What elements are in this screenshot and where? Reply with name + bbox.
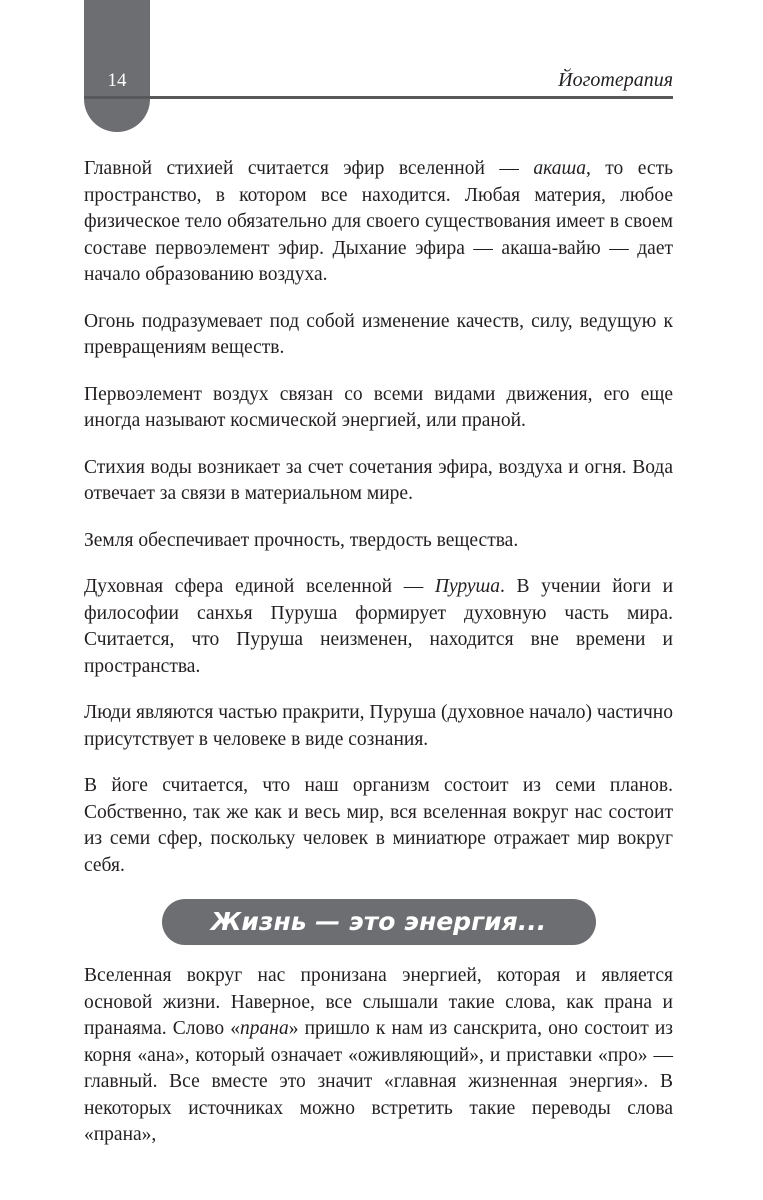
paragraph-air: Первоэлемент воздух связан со всеми видами движения, его еще иногда называют космической энергией, или праной. [84, 383, 673, 431]
term-akasha: акаша [533, 158, 586, 179]
text-run: , то есть пространство, в котором все находится. Любая материя, любое физическое тело обязательно для своего существования имеет в своем составе первоэлемент эфир. Дыхание эфира — акаша-вайю — дает начало образованию воздуха. [84, 158, 673, 285]
paragraph-seven-planes: В йоге считается, что наш организм состоит из семи планов. Собственно, так же как и весь мир, вся вселенная вокруг нас состоит из семи сфер, поскольку человек в миниатюре отражает мир вокруг себя. [84, 775, 673, 876]
paragraph-purusha [84, 574, 673, 680]
text-run: Главной стихией считается эфир вселенной — [84, 158, 534, 179]
text-run: Вселенная вокруг нас пронизана энергией, которая и является основой жизни. Наверное, все слышали такие слова, как прана и пранаяма. Слово « [84, 965, 673, 1039]
paragraph-prana [84, 963, 673, 1149]
header-rule [84, 96, 673, 99]
page-body [84, 156, 673, 1169]
running-title: Йоготерапия [558, 69, 673, 91]
paragraph-fire: Огонь подразумевает под собой изменение качеств, силу, ведущую к превращениям веществ. [84, 310, 673, 358]
paragraph-akasha [84, 156, 673, 289]
text-run: » пришло к нам из санскрита, оно состоит из корня «ана», который означает «оживляющий», и приставки «про» — главный. Все вместе это значит «главная жизненная энергия». В некоторых источниках можно встретить такие переводы слова «прана», [84, 1018, 674, 1145]
page-number: 14 [107, 70, 127, 91]
paragraph-water: Стихия воды возникает за счет сочетания эфира, воздуха и огня. Вода отвечает за связи в материальном мире. [84, 456, 673, 504]
page-tab [84, 0, 150, 132]
paragraph-prakriti: Люди являются частью пракрити, Пуруша (духовное начало) частично присутствует в человеке в виде сознания. [84, 702, 673, 750]
text-run: Духовная сфера единой вселенной — [84, 576, 435, 597]
term-prana: прана [240, 1018, 289, 1039]
text-run: . В учении йоги и философии санхья Пуруша формирует духовную часть мира. Считается, что Пуруша неизменен, находится вне времени и пространства. [84, 576, 674, 677]
term-purusha: Пуруша [434, 576, 500, 597]
section-heading: Жизнь — это энергия... [162, 899, 596, 945]
paragraph-earth: Земля обеспечивает прочность, твердость вещества. [84, 529, 519, 551]
